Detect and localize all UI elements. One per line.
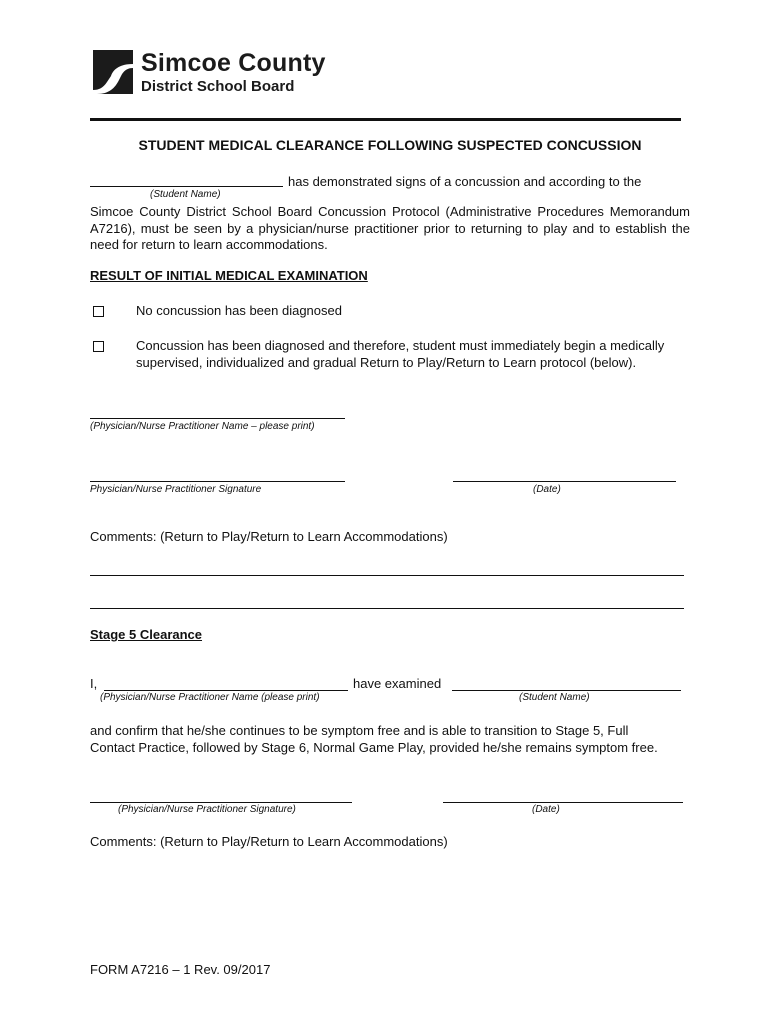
practitioner-signature-field[interactable] — [90, 481, 345, 482]
initial-comments-label: Comments: (Return to Play/Return to Learn Accommodations) — [90, 529, 448, 544]
no-concussion-label: No concussion has been diagnosed — [136, 303, 342, 318]
practitioner-name-caption: (Physician/Nurse Practitioner Name – please print) — [90, 421, 315, 432]
concussion-diagnosed-label-line2: supervised, individualized and gradual Return to Play/Return to Learn protocol (below). — [136, 355, 637, 370]
header-divider — [90, 118, 681, 121]
practitioner-name-field[interactable] — [90, 418, 345, 419]
form-footer: FORM A7216 – 1 Rev. 09/2017 — [90, 962, 271, 977]
stage5-date-caption: (Date) — [532, 804, 560, 815]
intro-line1: has demonstrated signs of a concussion and according to the — [288, 174, 642, 189]
concussion-diagnosed-label-line1: Concussion has been diagnosed and therefore, student must immediately begin a medically — [136, 338, 665, 353]
stage5-comments-label: Comments: (Return to Play/Return to Learn Accommodations) — [90, 834, 448, 849]
stage5-practitioner-name-field[interactable] — [104, 690, 348, 691]
no-concussion-checkbox[interactable] — [93, 306, 104, 317]
stage5-student-name-caption: (Student Name) — [519, 692, 590, 703]
school-board-logo-icon — [93, 50, 133, 94]
stage5-practitioner-name-caption: (Physician/Nurse Practitioner Name (please print) — [100, 692, 320, 703]
org-name-line2: District School Board — [141, 78, 295, 95]
stage5-i-label: I, — [90, 676, 98, 691]
stage5-student-name-field[interactable] — [452, 690, 681, 691]
stage5-confirm-line1: and confirm that he/she continues to be symptom free and is able to transition to Stage 5, Full — [90, 723, 629, 738]
stage5-heading: Stage 5 Clearance — [90, 627, 203, 642]
practitioner-signature-caption: Physician/Nurse Practitioner Signature — [90, 484, 262, 495]
intro-paragraph: Simcoe County District School Board Concussion Protocol (Administrative Procedures Memorandum A7216), must be seen by a physician/nurse practitioner prior to returning to play and to establish the need for return to learn accommodations. — [90, 204, 690, 252]
stage5-have-examined: have examined — [353, 676, 442, 691]
initial-comments-line-1[interactable] — [90, 575, 684, 576]
initial-exam-heading: RESULT OF INITIAL MEDICAL EXAMINATION — [90, 268, 368, 283]
student-name-field[interactable] — [90, 186, 283, 187]
concussion-diagnosed-checkbox[interactable] — [93, 341, 104, 352]
stage5-signature-field[interactable] — [90, 802, 352, 803]
stage5-date-field[interactable] — [443, 802, 683, 803]
student-name-caption: (Student Name) — [150, 189, 221, 200]
stage5-confirm-line2: Contact Practice, followed by Stage 6, Normal Game Play, provided he/she remains symptom free. — [90, 740, 658, 755]
initial-date-caption: (Date) — [533, 484, 561, 495]
form-title: STUDENT MEDICAL CLEARANCE FOLLOWING SUSPECTED CONCUSSION — [138, 137, 642, 153]
stage5-signature-caption: (Physician/Nurse Practitioner Signature) — [118, 804, 296, 815]
org-name-line1: Simcoe County — [141, 49, 326, 77]
initial-comments-line-2[interactable] — [90, 608, 684, 609]
initial-date-field[interactable] — [453, 481, 676, 482]
